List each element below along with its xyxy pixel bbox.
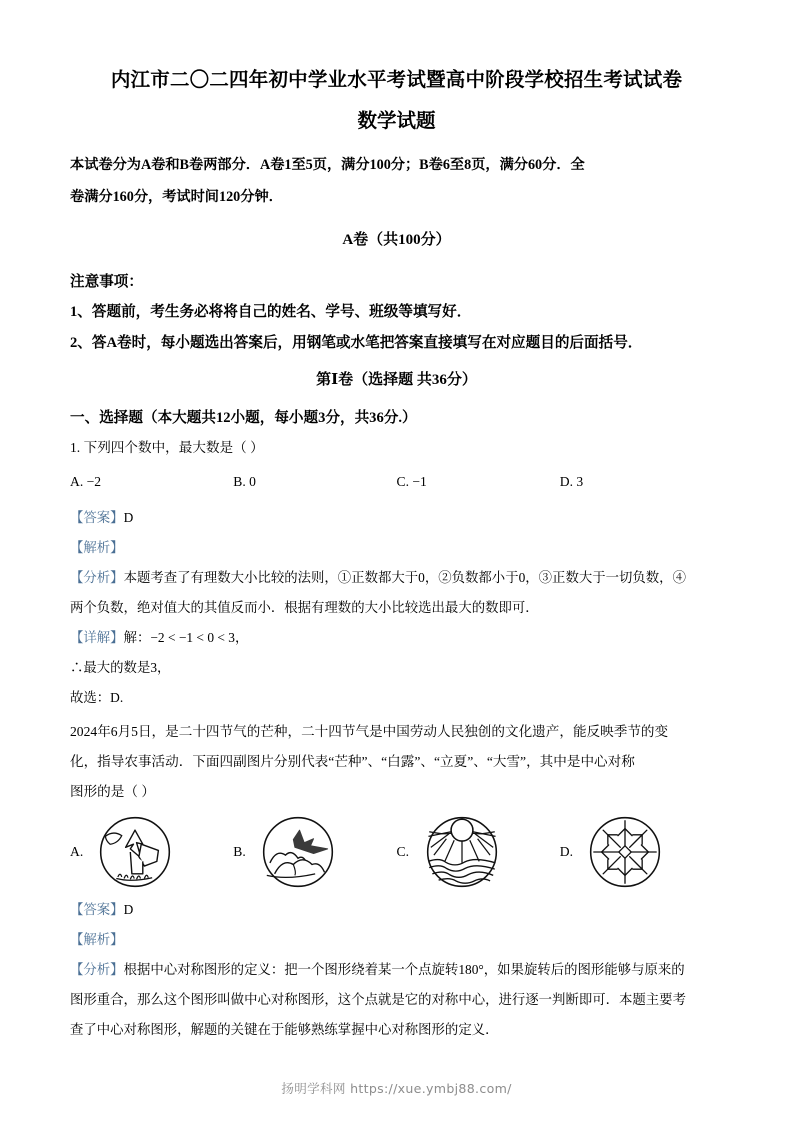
question-2-stem-line-3: 图形的是（ ） xyxy=(70,783,155,799)
question-1-detail xyxy=(70,623,723,653)
question-2-answer-line xyxy=(70,891,723,925)
question-2-stem-line-1: 2024年6月5日，是二十四节气的芒种，二十四节气是中国劳动人民独创的文化遗产，能反映季节的变 xyxy=(70,723,669,739)
question-2-analysis-continued-1 xyxy=(70,985,723,1015)
question-2-analysis xyxy=(70,955,723,985)
mangzhong-wheat-icon xyxy=(96,813,174,891)
figure-c-key: C. xyxy=(396,843,409,859)
figure-d-key: D. xyxy=(559,843,573,859)
option-b-key: B. xyxy=(233,473,246,489)
intro-paragraph xyxy=(70,135,723,181)
question-2-stem-continued-2 xyxy=(70,777,723,807)
question-1-analysis-continued xyxy=(70,593,723,623)
intro-line-2: 卷满分160分，考试时间120分钟． xyxy=(70,188,283,205)
option-d-value: 3 xyxy=(576,473,584,489)
question-1-option-d[interactable] xyxy=(560,467,723,497)
option-b-value: 0 xyxy=(249,473,256,489)
question-1-option-b[interactable] xyxy=(233,467,396,497)
explain-tag: 【解析】 xyxy=(70,539,124,555)
question-2-stem xyxy=(70,713,723,747)
lixia-sun-icon xyxy=(423,813,501,891)
question-1-detail-math: −2 < −1 < 0 < 3， xyxy=(150,629,249,645)
option-c-value: −1 xyxy=(412,473,427,489)
explain-tag: 【解析】 xyxy=(70,931,124,947)
daxue-snowflake-icon xyxy=(586,813,664,891)
question-1-options xyxy=(70,463,723,497)
question-2-analysis-line-3: 查了中心对称图形，解题的关键在于能够熟练掌握中心对称图形的定义． xyxy=(70,1021,499,1037)
page-title: 内江市二〇二四年初中学业水平考试暨高中阶段学校招生考试试卷 xyxy=(110,70,683,91)
notice-item-1: 1、答题前，考生务必将将自己的姓名、学号、班级等填写好． xyxy=(70,303,472,320)
answer-tag: 【答案】 xyxy=(70,901,124,917)
question-1-answer-value: D xyxy=(123,509,134,525)
question-2-option-a[interactable] xyxy=(70,813,233,891)
question-1-number: 1. xyxy=(70,439,81,455)
question-2-stem-line-2: 化，指导农事活动．下面四副图片分别代表“芒种”、“白露”、“立夏”、“大雪”，其中是中心对称 xyxy=(70,753,635,769)
intro-line-1: 本试卷分为A卷和B卷两部分．A卷1至5页，满分100分；B卷6至8页，满分60分．全 xyxy=(70,156,585,173)
option-a-value: −2 xyxy=(86,473,102,489)
option-d-key: D. xyxy=(559,473,573,489)
option-a-key: A. xyxy=(70,473,84,489)
detail-tag: 【详解】 xyxy=(70,629,124,645)
question-1-detail-prefix: 解： xyxy=(123,629,151,645)
question-2-option-b[interactable] xyxy=(233,813,396,891)
question-2-answer-value: D xyxy=(123,901,134,917)
question-2-stem-continued-1 xyxy=(70,747,723,777)
figure-a-key: A. xyxy=(70,843,84,859)
question-2-analysis-continued-2 xyxy=(70,1015,723,1045)
analysis-tag: 【分析】 xyxy=(70,569,124,585)
question-1-analysis-line-1: 本题考查了有理数大小比较的法则，①正数都大于0，②负数都小于0，③正数大于一切负数，④ xyxy=(123,569,686,585)
intro-paragraph-continued xyxy=(70,181,723,213)
question-1-solution-line-2: 故选：D. xyxy=(70,689,124,705)
bailu-bird-icon xyxy=(259,813,337,891)
paper-a-heading: A卷（共100分） xyxy=(342,231,451,248)
option-c-key: C. xyxy=(396,473,409,489)
question-1-explain-line xyxy=(70,533,723,563)
question-2-option-d[interactable] xyxy=(560,813,723,891)
page-subtitle: 数学试题 xyxy=(357,111,436,133)
footer-watermark: 扬明学科网 https://xue.ymbj88.com/ xyxy=(281,1081,512,1096)
figure-b-key: B. xyxy=(233,843,246,859)
question-2-figures xyxy=(70,807,723,891)
question-2-explain-line xyxy=(70,925,723,955)
notice-item-2: 2、答A卷时，每小题选出答案后，用钢笔或水笔把答案直接填写在对应题目的后面括号． xyxy=(70,334,643,351)
section-heading-choice: 一、选择题（本大题共12小题，每小题3分，共36分.） xyxy=(70,409,417,426)
question-1-stem xyxy=(70,433,723,463)
question-2-option-c[interactable] xyxy=(397,813,560,891)
question-1-solution-line-1: ∴最大的数是3， xyxy=(70,659,171,675)
answer-tag: 【答案】 xyxy=(70,509,124,525)
question-1-analysis-line-2: 两个负数，绝对值大的其值反而小．根据有理数的大小比较选出最大的数即可． xyxy=(70,599,539,615)
question-1-analysis xyxy=(70,563,723,593)
question-1-stem-text: 下列四个数中，最大数是（ ） xyxy=(83,439,264,455)
question-1-answer-line xyxy=(70,497,723,533)
question-2-analysis-line-2: 图形重合，那么这个图形叫做中心对称图形，这个点就是它的对称中心，进行逐一判断即可．本题主要考 xyxy=(70,991,686,1007)
paper-1-heading: 第Ⅰ卷（选择题 共36分） xyxy=(316,371,477,388)
analysis-tag: 【分析】 xyxy=(70,961,124,977)
question-1-option-a[interactable] xyxy=(70,467,233,497)
question-1-option-c[interactable] xyxy=(397,467,560,497)
notice-title: 注意事项： xyxy=(70,273,143,290)
question-2-analysis-line-1: 根据中心对称图形的定义：把一个图形绕着某一个点旋转180°，如果旋转后的图形能够与原来的 xyxy=(123,961,685,977)
